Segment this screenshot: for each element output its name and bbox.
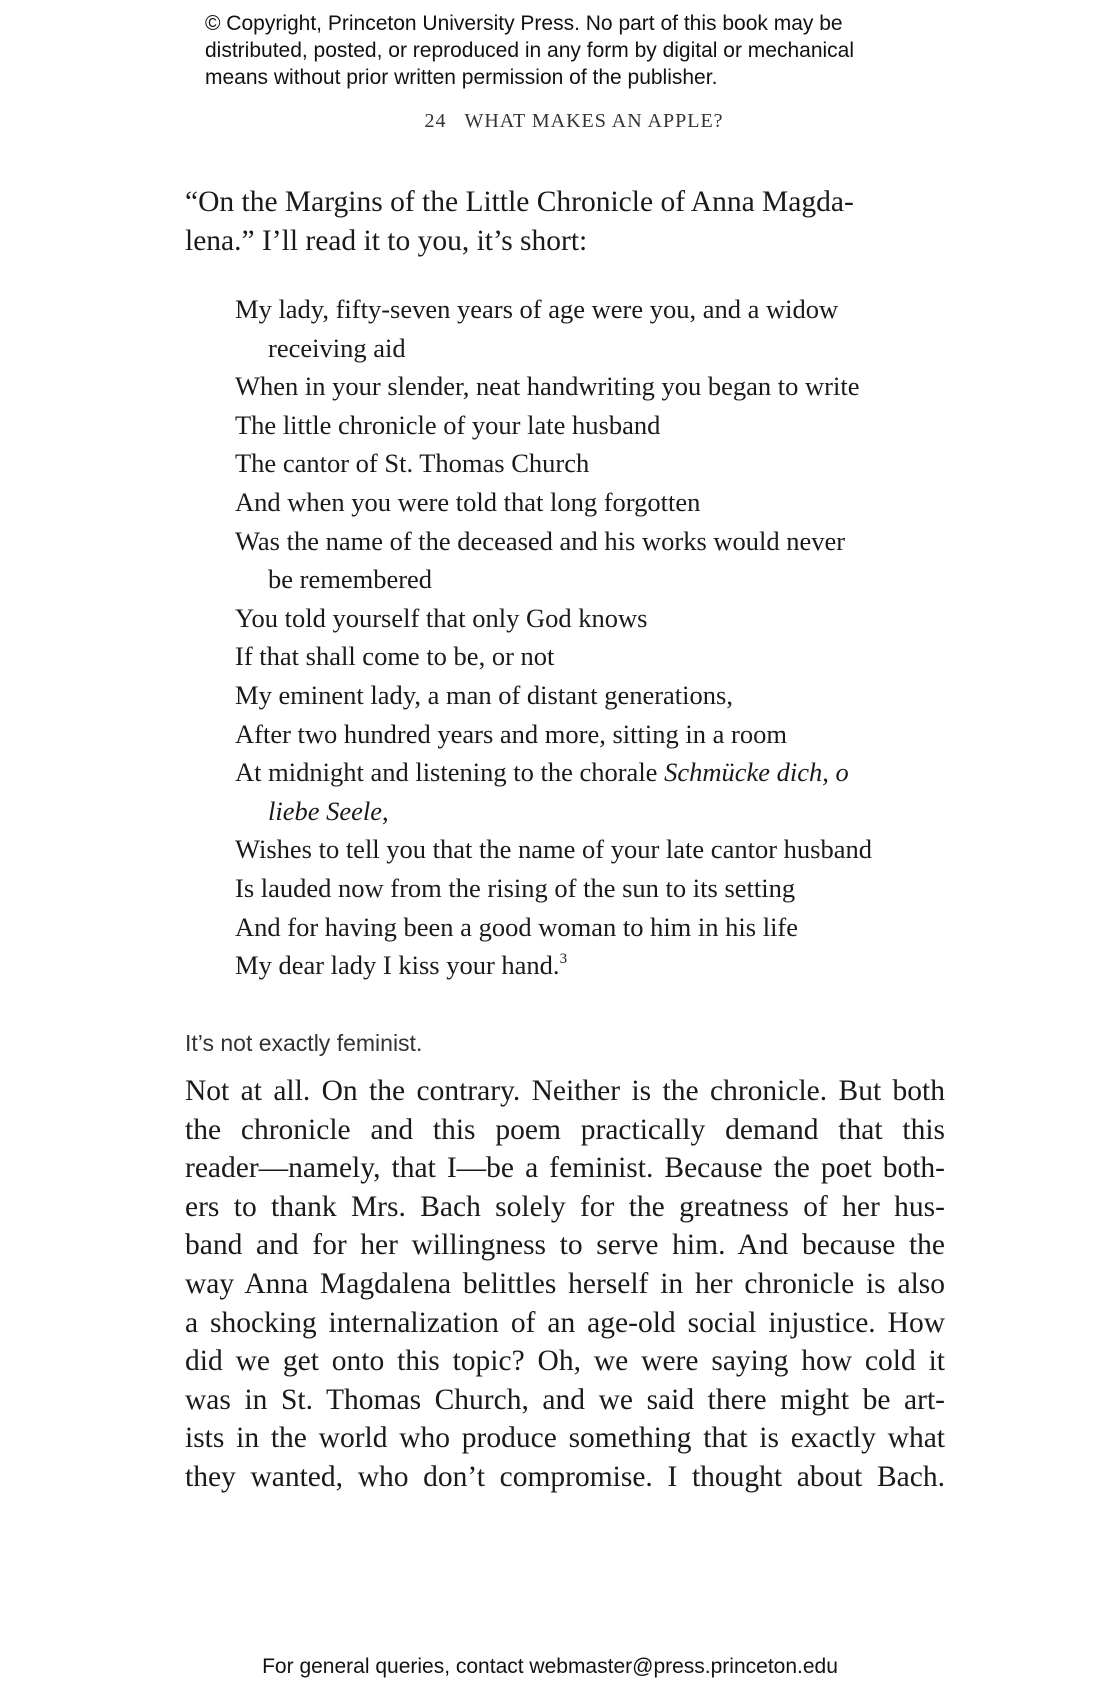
poem-line: Wishes to tell you that the name of your late cantor husband bbox=[235, 834, 872, 865]
poem-line: My lady, fifty-seven years of age were you, and a widow bbox=[235, 294, 839, 324]
poem-line-continuation bbox=[235, 792, 955, 831]
poem-text: My dear lady I kiss your hand. bbox=[235, 950, 560, 981]
text-line: band and for her willingness to serve him. And because the bbox=[185, 1229, 945, 1262]
text-line: the chronicle and this poem practically demand that this bbox=[185, 1113, 945, 1146]
poem-line: My eminent lady, a man of distant generations, bbox=[235, 679, 733, 710]
text-line: way Anna Magdalena belittles herself in her chronicle is also bbox=[185, 1267, 945, 1300]
copyright-notice bbox=[205, 10, 905, 91]
poem-line: And for having been a good woman to him in his life bbox=[235, 911, 799, 942]
copyright-line: distributed, posted, or reproduced in any form by digital or mechanical bbox=[205, 39, 855, 62]
footer-contact: For general queries, contact webmaster@press.princeton.edu bbox=[262, 1655, 838, 1678]
text-line: a shocking internalization of an age-old social injustice. How bbox=[185, 1306, 945, 1339]
poem-line: Is lauded now from the rising of the sun to its setting bbox=[235, 872, 796, 903]
text-line: did we get onto this topic? Oh, we were saying how cold it bbox=[185, 1345, 945, 1378]
poem-line-continuation: receiving aid bbox=[268, 332, 406, 363]
running-head bbox=[0, 110, 1100, 133]
chapter-title: WHAT MAKES AN APPLE? bbox=[464, 110, 724, 132]
text-line: they wanted, who don’t compromise. I thought about Bach. bbox=[185, 1460, 945, 1493]
poem-line-continuation: be remembered bbox=[268, 564, 433, 595]
poem-text: , bbox=[382, 795, 389, 826]
chorale-title: liebe Seele bbox=[268, 795, 383, 826]
text-line: reader—namely, that I—be a feminist. Because the poet both- bbox=[185, 1152, 945, 1185]
text-line: Not at all. On the contrary. Neither is the chronicle. But both bbox=[185, 1075, 945, 1107]
text-line: “On the Margins of the Little Chronicle of Anna Magda- bbox=[185, 186, 854, 218]
copyright-line: © Copyright, Princeton University Press. No part of this book may be bbox=[205, 12, 843, 35]
text-line: ists in the world who produce something that is exactly what bbox=[185, 1422, 945, 1455]
poem-line: You told yourself that only God knows bbox=[235, 602, 648, 633]
page-number: 24 bbox=[424, 110, 447, 132]
text-line: was in St. Thomas Church, and we said there might be art- bbox=[185, 1383, 945, 1416]
answer-paragraph bbox=[185, 1072, 945, 1497]
poem-line: The cantor of St. Thomas Church bbox=[235, 448, 590, 479]
footnote-marker: 3 bbox=[559, 951, 568, 968]
text-line: lena.” I’ll read it to you, it’s short: bbox=[185, 225, 588, 257]
poem-line: And when you were told that long forgotten bbox=[235, 486, 701, 517]
poem-line: If that shall come to be, or not bbox=[235, 641, 555, 672]
text-line: ers to thank Mrs. Bach solely for the greatness of her hus- bbox=[185, 1190, 945, 1223]
poem-line: Was the name of the deceased and his works would never bbox=[235, 525, 846, 556]
poem-text: At midnight and listening to the chorale bbox=[235, 757, 665, 788]
intro-paragraph bbox=[185, 183, 945, 261]
interviewer-question: It’s not exactly feminist. bbox=[185, 1030, 423, 1056]
copyright-line: means without prior written permission of the publisher. bbox=[205, 66, 718, 89]
poem-line: When in your slender, neat handwriting you began to write bbox=[235, 371, 860, 402]
poem-line: After two hundred years and more, sitting in a room bbox=[235, 718, 787, 749]
poem-line: The little chronicle of your late husband bbox=[235, 409, 661, 440]
chorale-title: Schmücke dich, o bbox=[664, 757, 849, 788]
poem-block bbox=[235, 290, 955, 985]
poem-line bbox=[235, 753, 955, 792]
poem-line bbox=[235, 946, 955, 985]
